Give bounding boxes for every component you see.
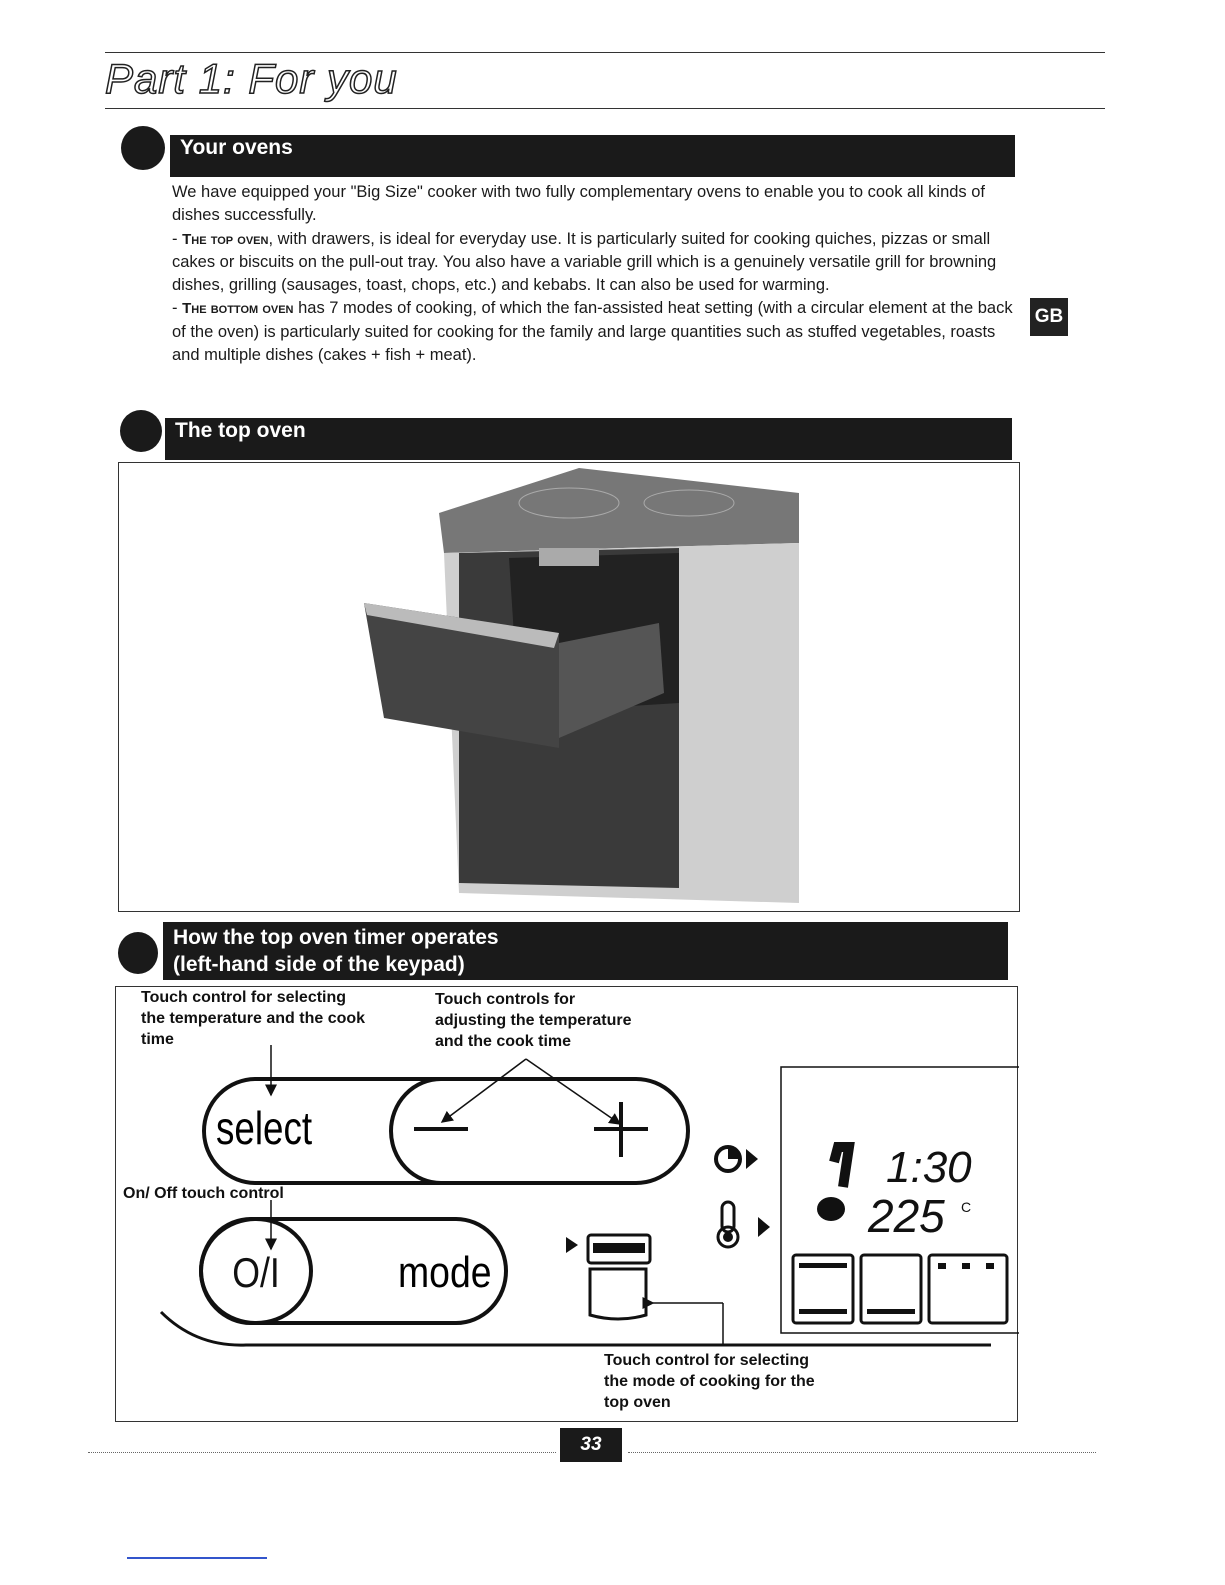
top-oven-term: The top oven	[182, 230, 269, 248]
bottom-oven-paragraph: - The bottom oven has 7 modes of cooking, of which the fan-assisted heat setting (with a circular element at the back of the oven) is particularly suited for cooking for the family and large quantities such as stuffed vegetables, roasts and multiple dishes (cakes + fish + meat).	[172, 299, 1013, 365]
display-temperature: 225	[868, 1190, 945, 1242]
caption-line: Touch control for selecting	[604, 1352, 810, 1369]
bottom-oven-term: The bottom oven	[182, 300, 294, 318]
page-title: Part 1: For you	[105, 55, 398, 102]
caption-line: time	[141, 1031, 174, 1048]
display-thermometer-icon	[817, 1147, 849, 1221]
timer-heading-line2: (left-hand side of the keypad)	[173, 953, 465, 976]
caption-line: the mode of cooking for the	[604, 1373, 815, 1390]
your-ovens-text	[172, 181, 1024, 367]
page-number: 33	[560, 1428, 622, 1462]
caption-line: Touch controls for	[435, 991, 576, 1008]
caption-line: the temperature and the cook	[141, 1010, 366, 1027]
display-time: 1:30	[886, 1143, 972, 1192]
caption-line: Touch control for selecting	[141, 989, 347, 1006]
footer-divider-left	[88, 1452, 556, 1453]
thermometer-icon	[718, 1202, 770, 1247]
bottom-oven-desc: has 7 modes of cooking, of which the fan-assisted heat setting (with a circular element at the back of the oven) is particularly suited for cooking for the family and large quantities such as stuffed vegetables, roasts and multiple dishes (cakes + fish + meat).	[172, 299, 1013, 365]
clock-icon	[716, 1147, 758, 1171]
scan-edge-line	[127, 1557, 267, 1559]
oven-image-frame	[118, 462, 1020, 912]
language-badge: GB	[1030, 298, 1068, 336]
section-bullet	[121, 126, 165, 170]
caption-line: and the cook time	[435, 1033, 572, 1050]
cooker-illustration	[119, 463, 1019, 911]
display-unit: C	[961, 1199, 972, 1215]
caption-line: adjusting the temperature	[435, 1012, 632, 1029]
section-bullet	[120, 410, 162, 452]
intro-paragraph: We have equipped your "Big Size" cooker with two fully complementary ovens to enable you to cook all kinds of dishes successfully.	[172, 183, 986, 225]
top-oven-desc: , with drawers, is ideal for everyday use. It is particularly suited for cooking quiches, pizzas or small cakes or biscuits on the pull-out tray. You also have a variable grill which is a genuinely versatile grill for browning dishes, grilling (sausages, toast, chops, etc.) and kebabs. It can also be used for warming.	[172, 229, 997, 295]
footer-divider-right	[628, 1452, 1096, 1453]
timer-heading-line1: How the top oven timer operates	[173, 926, 499, 949]
keypad-diagram	[115, 986, 1018, 1422]
caption-line: top oven	[604, 1394, 671, 1411]
section-heading-timer	[163, 922, 1008, 980]
section-heading-your-ovens: Your ovens	[170, 135, 1015, 177]
onoff-key[interactable]: O/I	[232, 1250, 280, 1297]
section-heading-top-oven: The top oven	[165, 418, 1012, 460]
section-bullet	[118, 932, 158, 974]
top-oven-paragraph: - The top oven, with drawers, is ideal for everyday use. It is particularly suited for cooking quiches, pizzas or small cakes or biscuits on the pull-out tray. You also have a variable grill which is a genuinely versatile grill for browning dishes, grilling (sausages, toast, chops, etc.) and kebabs. It can also be used for warming.	[172, 229, 997, 295]
mode-key[interactable]: mode	[398, 1247, 492, 1297]
select-key[interactable]: select	[216, 1102, 313, 1154]
oven-mode-icon	[566, 1235, 650, 1319]
plus-key[interactable]	[594, 1102, 648, 1157]
onoff-caption: On/ Off touch control	[123, 1185, 284, 1202]
